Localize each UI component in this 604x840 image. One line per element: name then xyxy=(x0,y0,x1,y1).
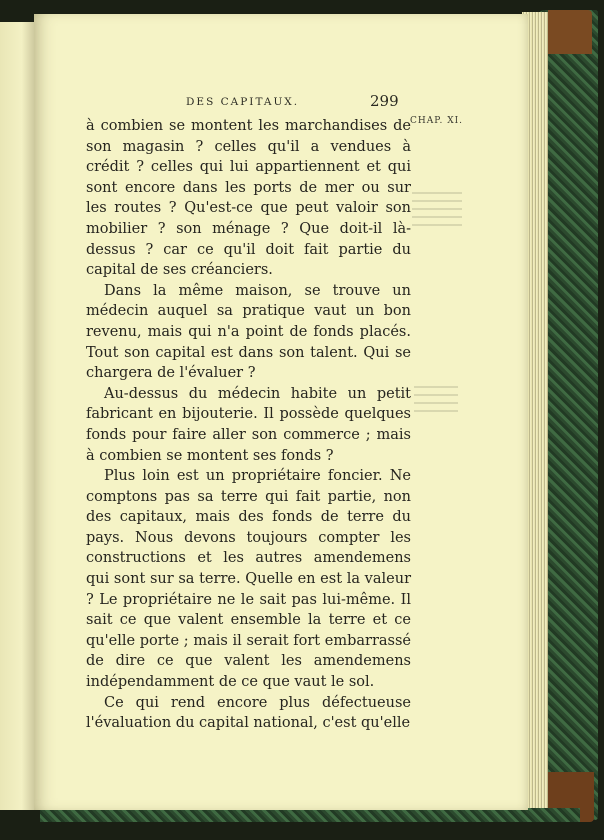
page-header xyxy=(186,92,406,112)
book-cover-bottom xyxy=(40,808,580,822)
paragraph: Ce qui rend encore plus défectueuse l'évaluation du capital national, c'est qu'elle xyxy=(86,694,411,732)
paragraph: Plus loin est un propriétaire foncier. Ne comptons pas sa terre qui fait partie, non des capitaux, mais des fonds de terre du pays. Nous devons toujours compter les constructions et les autres amendemens qui sont sur sa terre. Quelle en est la valeur ? Le propriétaire ne le sait pas lui-même. Il sait ce que valent ensemble la terre et ce qu'elle porte ; mais il serait fort embarrassé de dire ce que valent les amendemens indépendamment de ce que vaut le sol. xyxy=(86,468,411,691)
bleed-through-text xyxy=(412,192,462,232)
book-cover-board xyxy=(540,10,598,820)
running-title: DES CAPITAUX. xyxy=(186,96,300,108)
page-number: 299 xyxy=(370,92,399,110)
bleed-through-text xyxy=(414,386,458,412)
paragraph: Au-dessus du médecin habite un petit fabricant en bijouterie. Il possède quelques fonds pour faire aller son commerce ; mais à combien se montent ses fonds ? xyxy=(86,385,411,464)
body-text xyxy=(86,116,411,734)
margin-note: CHAP. XI. xyxy=(410,116,464,126)
left-page-edge xyxy=(0,22,36,810)
leather-corner-top xyxy=(548,10,592,54)
paragraph: à combien se montent les marchandises de son magasin ? celles qu'il a vendues à crédit ? celles qui lui appartiennent et qui sont encore dans les ports de mer ou sur les routes ? Qu'est-ce que peut valoir son mobilier ? son ménage ? Que doit-il là-dessus ? car ce qu'il doit fait partie du capital de ses créanciers. xyxy=(86,118,411,279)
paragraph: Dans la même maison, se trouve un médecin auquel sa pratique vaut un bon revenu, mais qui n'a point de fonds placés. Tout son capital est dans son talent. Qui se chargera de l'évaluer ? xyxy=(86,282,411,382)
